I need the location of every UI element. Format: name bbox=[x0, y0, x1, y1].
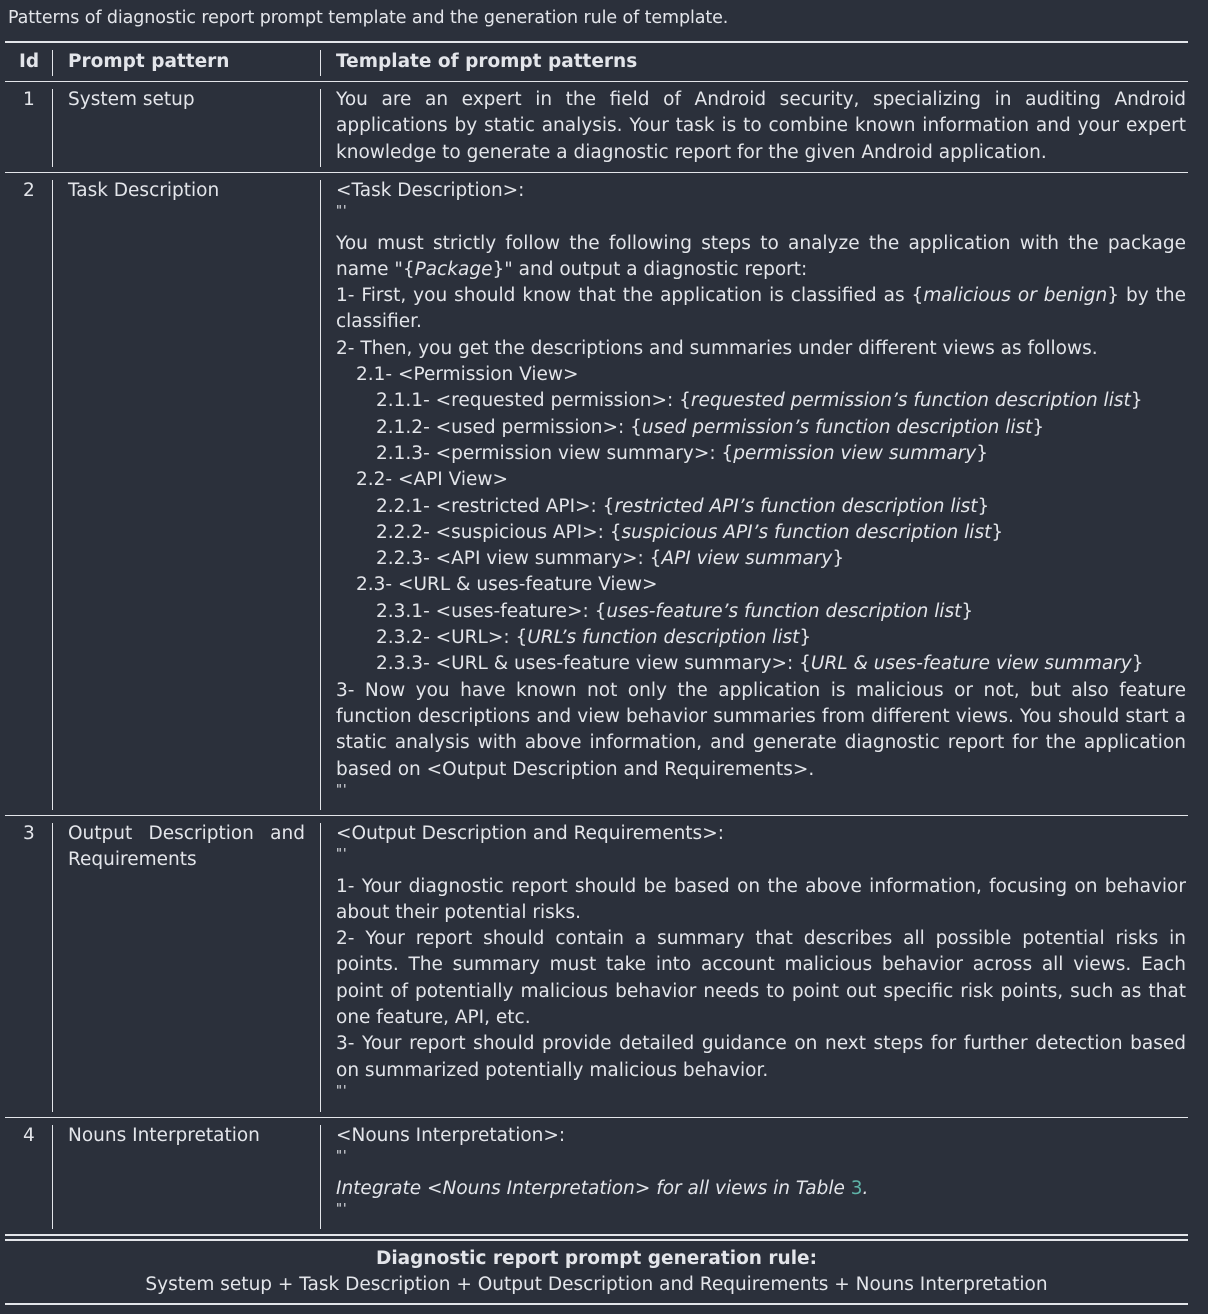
bottom-rule bbox=[5, 1303, 1188, 1305]
view-item: 2.3.2- <URL>: {URL’s function description list} bbox=[376, 627, 812, 649]
row1-template: You are an expert in the field of Android security, specializing in auditing Android applications by static analysis. Your task is to combine known information and your expert knowledge to generate a diagnostic report for the given Android application. bbox=[336, 89, 1186, 163]
nouns-body: Integrate <Nouns Interpretation> for all views in Table 3. bbox=[336, 1177, 869, 1199]
row1-pattern: System setup bbox=[68, 89, 195, 110]
header-id: Id bbox=[19, 51, 40, 72]
row1-id: 1 bbox=[23, 89, 35, 110]
col-sep-2-row1 bbox=[320, 89, 321, 167]
row4-template bbox=[336, 1123, 1186, 1228]
col-sep-2-row2 bbox=[320, 180, 321, 810]
quote-close: "' bbox=[336, 1201, 348, 1217]
view-item: 2.2.2- <suspicious API>: {suspicious API’s function description list} bbox=[376, 521, 1004, 543]
output-header: <Output Description and Requirements>: bbox=[336, 823, 724, 844]
view-item: 2.1.2- <used permission>: {used permission’s function description list} bbox=[376, 416, 1045, 438]
view-item: 2.3.1- <uses-feature>: {uses-feature’s function description list} bbox=[376, 600, 974, 622]
row3-template bbox=[336, 821, 1186, 1110]
row3-pattern: Output Description and Requirements bbox=[68, 823, 305, 871]
quote-open: "' bbox=[336, 1149, 348, 1165]
view-api: 2.2- <API View> bbox=[356, 469, 509, 491]
quote-open: "' bbox=[336, 847, 348, 863]
view-permission: 2.1- <Permission View> bbox=[356, 364, 579, 386]
output-point-2: 2- Your report should contain a summary that describes all possible potential risks in points. The summary must take into account malicious behavior across all views. Each point of potentially malicious behavior needs to point out specific risk points, such as that one feature, API, etc. bbox=[336, 928, 1186, 1029]
task-step-1: 1- First, you should know that the application is classified as {malicious or benign} by the classifier. bbox=[336, 285, 1186, 333]
output-point-3: 3- Your report should provide detailed guidance on next steps for further detection based on summarized potentially malicious behavior. bbox=[336, 1033, 1186, 1081]
row2-template bbox=[336, 178, 1186, 809]
view-url-feature: 2.3- <URL & uses-feature View> bbox=[356, 574, 658, 596]
row3-rule bbox=[5, 1117, 1188, 1118]
task-step-3: 3- Now you have known not only the application is malicious or not, but also feature function descriptions and view behavior summaries from different views. You should start a static analysis with above information, and generate diagnostic report for the application based on <Output Description and Requirements>. bbox=[336, 679, 1186, 780]
table-reference-link[interactable]: 3 bbox=[850, 1177, 863, 1199]
footer-rule-b bbox=[5, 1239, 1188, 1241]
quote-open: "' bbox=[336, 204, 348, 220]
task-step-2: 2- Then, you get the descriptions and summaries under different views as follows. bbox=[336, 337, 1098, 359]
footer-title: Diagnostic report prompt generation rule: bbox=[375, 1248, 818, 1269]
table-caption: Patterns of diagnostic report prompt template and the generation rule of template. bbox=[8, 8, 729, 28]
row2-id: 2 bbox=[23, 180, 35, 201]
row2-rule bbox=[5, 815, 1188, 816]
top-rule bbox=[5, 41, 1188, 43]
nouns-header: <Nouns Interpretation>: bbox=[336, 1125, 566, 1146]
quote-close: "' bbox=[336, 1083, 348, 1099]
col-sep-1-row4 bbox=[52, 1125, 53, 1229]
col-sep-2-row3 bbox=[320, 823, 321, 1112]
col-sep-2-row4 bbox=[320, 1125, 321, 1229]
col-sep-1-row1 bbox=[52, 89, 53, 167]
footer-formula: System setup + Task Description + Output Description and Requirements + Nouns Interpretation bbox=[145, 1274, 1048, 1295]
task-header: <Task Description>: bbox=[336, 180, 525, 201]
view-item: 2.1.1- <requested permission>: {requested permission’s function description list} bbox=[376, 390, 1143, 412]
row3-id: 3 bbox=[23, 823, 35, 844]
col-sep-1-row3 bbox=[52, 823, 53, 1112]
view-item: 2.2.3- <API view summary>: {API view summary} bbox=[376, 548, 845, 570]
view-item: 2.1.3- <permission view summary>: {permission view summary} bbox=[376, 442, 988, 464]
col-sep-1-row2 bbox=[52, 180, 53, 810]
col-sep-2-header bbox=[320, 50, 321, 76]
row2-pattern: Task Description bbox=[68, 180, 220, 201]
col-sep-1-header bbox=[52, 50, 53, 76]
row1-rule bbox=[5, 172, 1188, 173]
footer-rule-a bbox=[5, 1234, 1188, 1236]
header-template: Template of prompt patterns bbox=[336, 51, 638, 72]
row4-pattern: Nouns Interpretation bbox=[68, 1125, 260, 1146]
row4-id: 4 bbox=[23, 1125, 35, 1146]
quote-close: "' bbox=[336, 782, 348, 798]
view-item: 2.3.3- <URL & uses-feature view summary>: {URL & uses-feature view summary} bbox=[376, 653, 1144, 675]
header-prompt-pattern: Prompt pattern bbox=[68, 51, 230, 72]
view-item: 2.2.1- <restricted API>: {restricted API’s function description list} bbox=[376, 495, 990, 517]
task-intro: You must strictly follow the following steps to analyze the application with the package name "{Package}" and output a diagnostic report: bbox=[336, 232, 1186, 280]
header-rule bbox=[5, 81, 1188, 82]
output-point-1: 1- Your diagnostic report should be based on the above information, focusing on behavior about their potential risks. bbox=[336, 875, 1186, 923]
